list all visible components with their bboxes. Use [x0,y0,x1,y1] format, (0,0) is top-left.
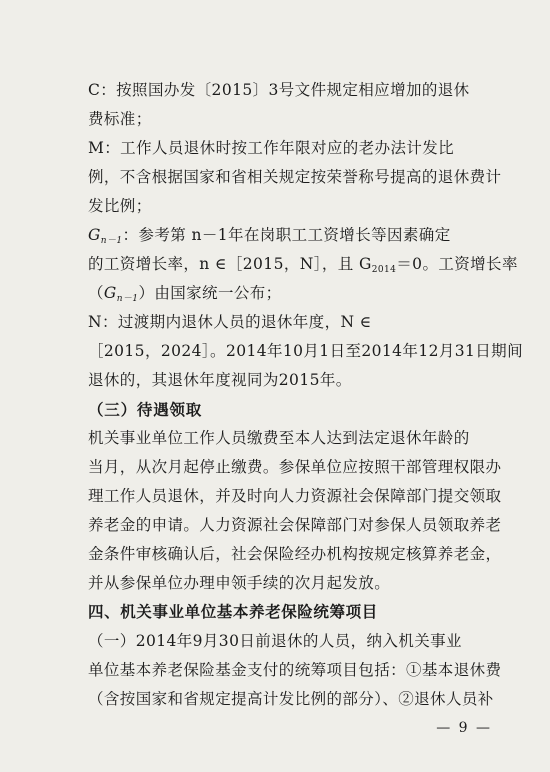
line-text: 四、机关事业单位基本养老保险统筹项目 [88,603,378,621]
line-text: 单位基本养老保险基金支付的统筹项目包括：①基本退休费 [88,661,502,679]
symbol-g: G [88,226,101,244]
line-text: M：工作人员退休时按工作年限对应的老办法计发比 [88,139,455,157]
text-line [88,279,496,308]
subscript-n-minus-1: n－1 [116,294,139,304]
line-text: 养老金的申请。人力资源社会保障部门对参保人员领取养老 [88,516,502,534]
line-text: ＝0。工资增长率 [396,255,518,273]
line-text: 机关事业单位工作人员缴费至本人达到法定退休年龄的 [88,429,470,447]
subscript-n-minus-1: n－1 [100,236,123,246]
symbol-g: G [103,284,117,302]
line-text: 例，不含根据国家和省相关规定按荣誉称号提高的退休费计 [88,168,502,186]
line-text: （ [88,284,104,302]
line-text: 理工作人员退休，并及时向人力资源社会保障部门提交领取 [88,487,502,505]
line-text: N：过渡期内退休人员的退休年度，N ∈ [88,313,372,331]
text-line [88,424,496,453]
line-text: ：参考第 n－1年在岗职工工资增长等因素确定 [122,226,451,244]
text-line [88,366,496,395]
text-line [88,337,523,366]
line-text: 金条件审核确认后，社会保险经办机构按规定核算养老金， [88,545,502,563]
text-line [88,511,502,540]
text-line [88,76,496,105]
line-text: C：按照国办发〔2015〕3号文件规定相应增加的退休 [88,81,470,99]
subscript-2014: 2014 [371,265,397,275]
line-text: 费标准； [88,110,152,128]
line-text: 当月，从次月起停止缴费。参保单位应按照干部管理权限办 [88,458,502,476]
text-line [88,163,502,192]
text-line [88,105,496,134]
document-body [88,76,523,714]
line-text: （含按国家和省规定提高计发比例的部分）、②退休人员补 [88,690,494,708]
text-line [88,627,496,656]
line-text: 并从参保单位办理申领手续的次月起发放。 [88,574,391,592]
text-line [88,192,496,221]
line-text: 发比例； [88,197,152,215]
page-number: — 9 — [436,720,492,736]
line-text: （三）待遇领取 [88,400,203,419]
text-line [88,540,502,569]
line-text: ）由国家统一公布； [138,284,282,302]
text-line [88,221,496,250]
line-text: 的工资增长率，n ∈［2015，N］，且 G [88,255,372,273]
section-heading [88,598,496,627]
line-text: 退休的，其退休年度视同为2015年。 [88,371,352,389]
text-line [88,453,502,482]
text-line [88,569,496,598]
text-line [88,482,502,511]
text-line [88,685,496,714]
text-line [88,134,496,163]
text-line [88,308,496,337]
text-line [88,250,518,279]
text-line [88,656,502,685]
section-subheading [88,395,496,424]
line-text: ［2015，2024］。2014年10月1日至2014年12月31日期间 [88,342,523,360]
line-text: （一）2014年9月30日前退休的人员，纳入机关事业 [88,632,462,650]
